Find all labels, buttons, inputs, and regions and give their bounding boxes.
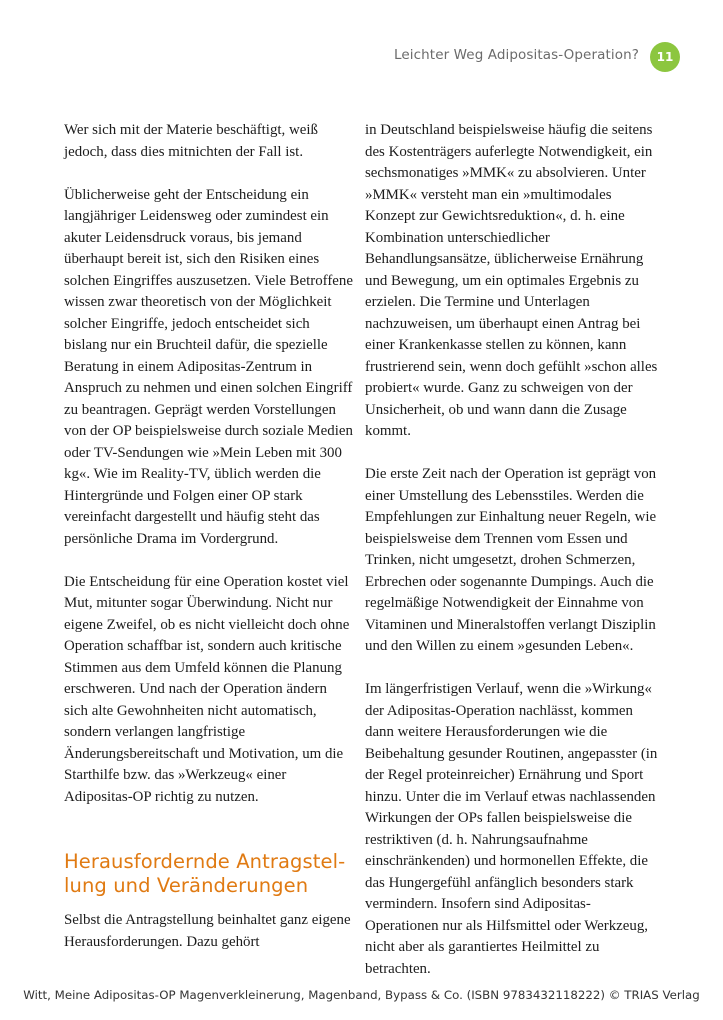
footer-citation: Witt, Meine Adipositas-OP Magenverkleinerung, Magenband, Bypass & Co. (ISBN 9783432118222) © TRIAS Verlag (23, 988, 700, 1002)
paragraph: Die erste Zeit nach der Operation ist geprägt von einer Umstellung des Lebensstiles. Werden die Empfehlungen zur Einhaltung neuer Regeln, wie beispielsweise dem Trennen vom Essen und Trinken, nicht umgesetzt, drohen Schmerzen, Erbrechen oder sogenannte Dumpings. Auch die regelmäßige Notwendigkeit der Einnahme von Vitaminen und Mineralstoffen verlangt Disziplin und den Willen zu einem »gesunden Leben«. (365, 466, 657, 654)
paragraph: in Deutschland beispielsweise häufig die seitens des Kostenträgers auferlegte Notwendigkeit, ein sechsmonatiges »MMK« zu absolvieren. Unter »MMK« versteht man ein »multimodales Konzept zur Gewichtsreduktion«, d. h. eine Kombination unterschiedlicher Behandlungsansätze, üblicherweise Ernährung und Bewegung, um ein optimales Ergebnis zu erzielen. Die Termine und Unterlagen nachzuweisen, um überhaupt einen Antrag bei einer Krankenkasse stellen zu können, kann frustrierend sein, wenn doch gefühlt »schon alles probiert« wurde. Ganz zu schweigen von der Unsicherheit, ob und wann dann die Zusage kommt. (365, 122, 658, 439)
paragraph: Die Entscheidung für eine Operation kostet viel Mut, mitunter sogar Überwindung. Nicht nur eigene Zweifel, ob es nicht vielleicht doch ohne Operation schaffbar ist, sondern auch kritische Stimmen aus dem Umfeld können die Planung erschweren. Und nach der Operation ändern sich alte Gewohnheiten nicht automatisch, sondern verlangen langfristige Änderungsbereitschaft und Motivation, um die Starthilfe bzw. das »Werkzeug« einer Adipositas-OP richtig zu nutzen. (64, 573, 350, 805)
page-number-badge: 11 (650, 42, 680, 72)
section-subheading: Herausfordernde Antragstel- lung und Veränderungen (64, 850, 346, 897)
paragraph: Im längerfristigen Verlauf, wenn die »Wirkung« der Adipositas-Operation nachlässt, kommen dann weitere Herausforderungen wie die Beibehaltung gesunder Routinen, angepasster (in der Regel proteinreicher) Ernährung und Sport hinzu. Unter die im Verlauf etwas nachlassenden Wirkungen der OPs fallen beispielsweise die restriktiven (d. h. Nahrungsaufnahme einschränkenden) und hormonellen Effekte, die das Hungergefühl anfänglich besonders stark vermindern. Insofern sind Adipositas-Operationen nur als Hilfsmittel oder Werkzeug, nicht aber als garantiertes Heilmittel zu betrachten. (365, 681, 658, 977)
left-column (64, 120, 354, 953)
paragraph: Selbst die Antragstellung beinhaltet ganz eigene Herausforderungen. Dazu gehört (64, 912, 351, 950)
paragraph: Wer sich mit der Materie beschäftigt, weiß jedoch, dass dies mitnichten der Fall ist. (64, 122, 318, 160)
right-column (365, 120, 659, 980)
running-title: Leichter Weg Adipositas-Operation? (393, 47, 639, 63)
paragraph: Üblicherweise geht der Entscheidung ein langjähriger Leidensweg oder zumindest ein akuter Leidensdruck voraus, bis jemand überhaupt bereit ist, sich den Risiken eines solchen Eingriffes auszusetzen. Viele Betroffene wissen zwar theoretisch von der Möglichkeit solcher Eingriffe, jedoch entscheidet sich bislang nur ein Bruchteil dafür, die spezielle Beratung in einem Adipositas-Zentrum in Anspruch zu nehmen und einen solchen Eingriff zu beantragen. Geprägt werden Vorstellungen von der OP beispielsweise durch soziale Medien oder TV-Sendungen wie »Mein Leben mit 300 kg«. Wie im Reality-TV, üblich werden die Hintergründe und Folgen einer OP stark vereinfacht dargestellt und häufig steht das persönliche Drama im Vordergrund. (64, 186, 353, 547)
